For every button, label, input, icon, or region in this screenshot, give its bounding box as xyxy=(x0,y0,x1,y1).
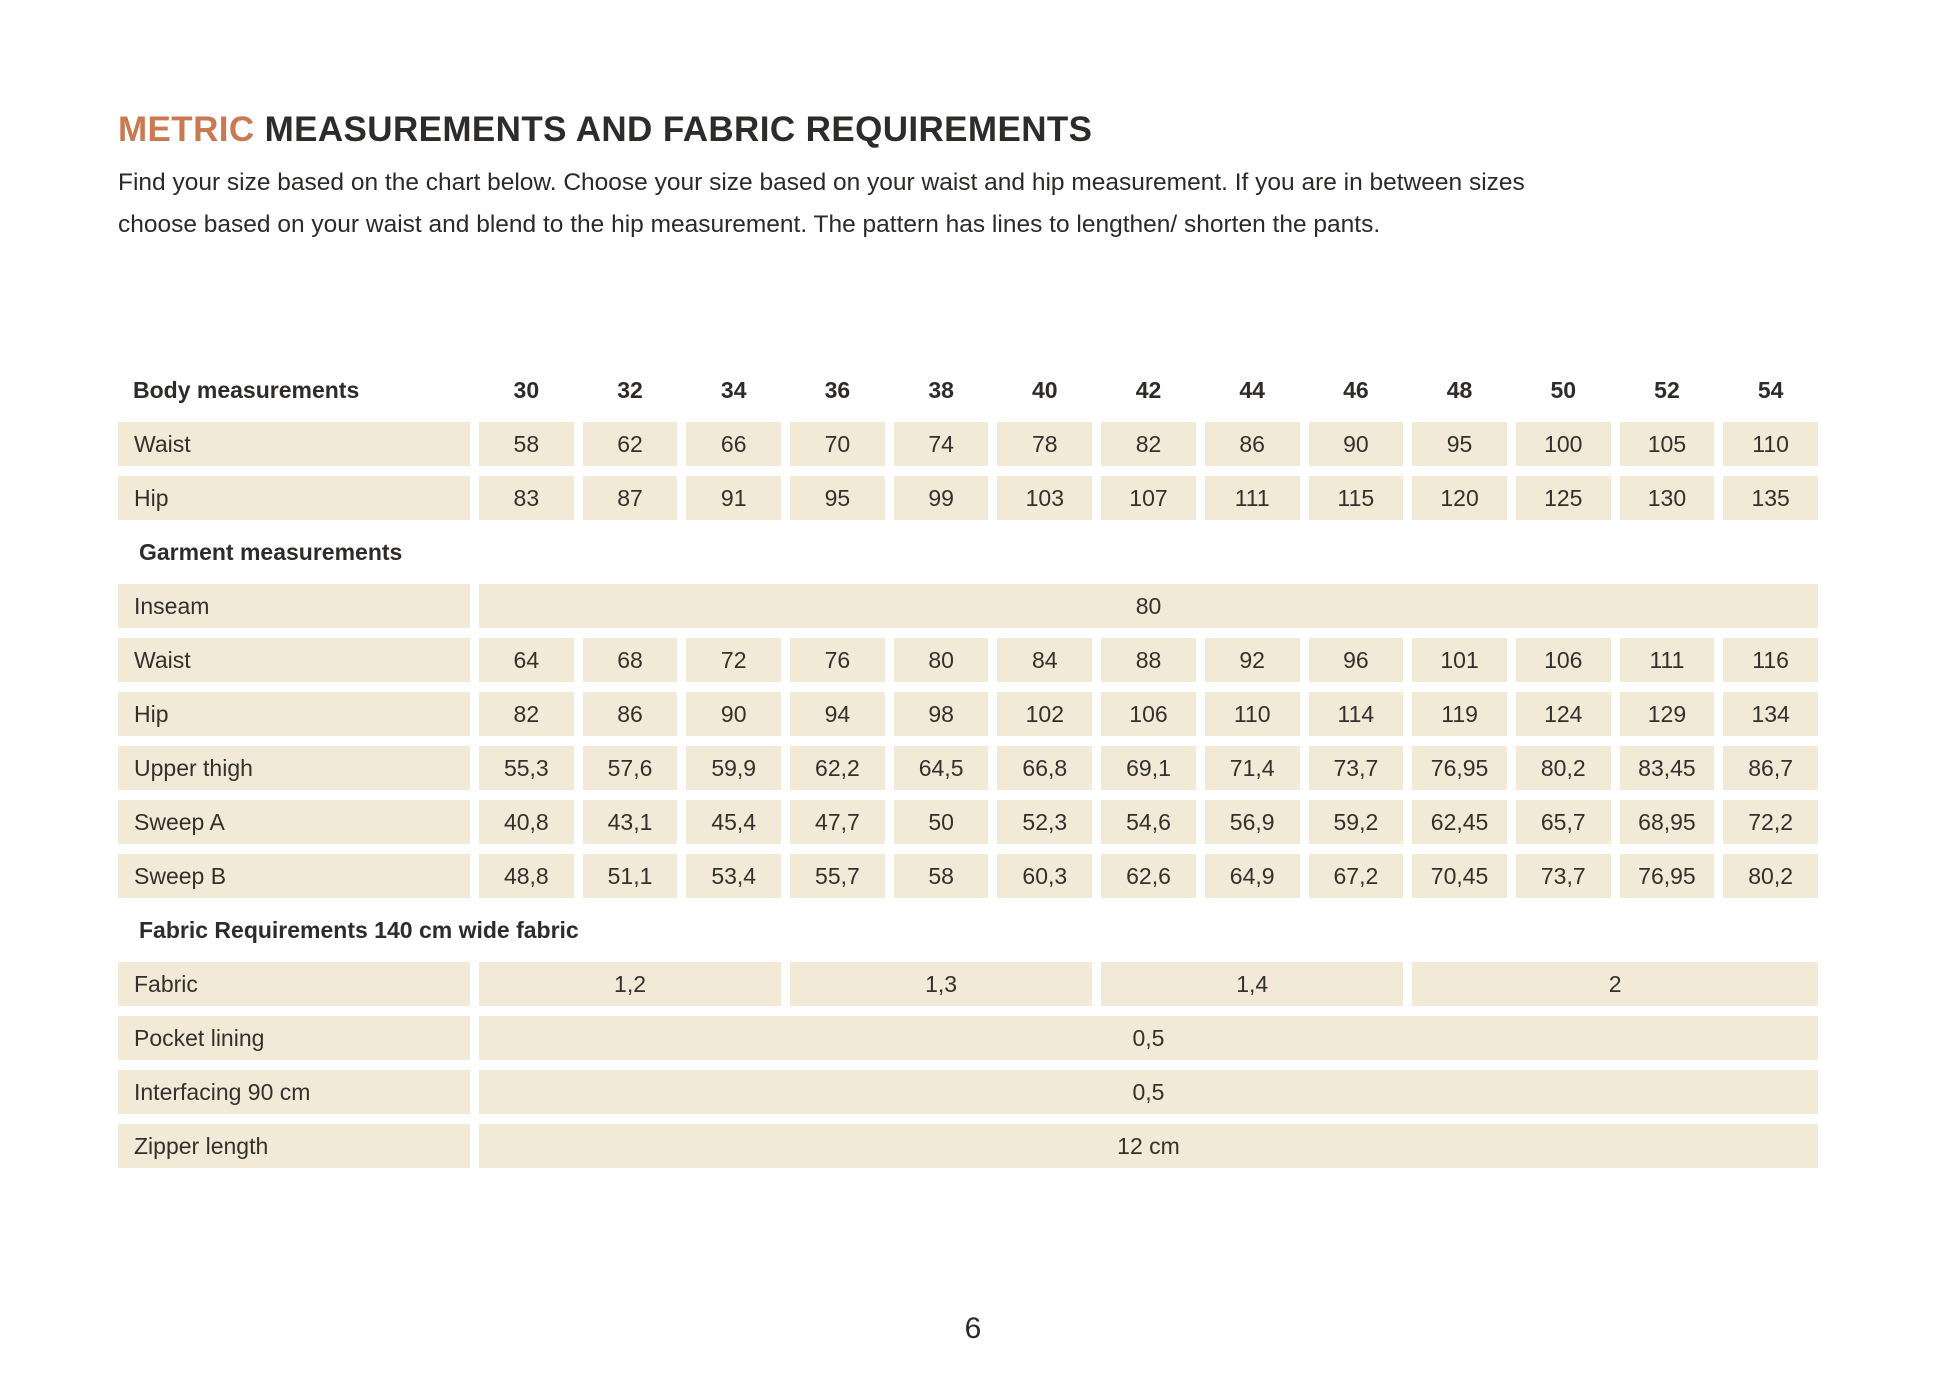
measurement-cell: 66,8 xyxy=(997,746,1092,790)
measurement-cell: 62,2 xyxy=(790,746,885,790)
measurement-cell: 40,8 xyxy=(479,800,574,844)
measurement-cell: 124 xyxy=(1516,692,1611,736)
size-column-header: 42 xyxy=(1135,376,1162,403)
row-label: Upper thigh xyxy=(118,746,470,790)
measurement-cell: 59,9 xyxy=(686,746,781,790)
measurement-cell: 110 xyxy=(1205,692,1300,736)
measurement-cell: 68,95 xyxy=(1620,800,1715,844)
page-title-rest: MEASUREMENTS AND FABRIC REQUIREMENTS xyxy=(264,110,1093,149)
measurement-cell: 45,4 xyxy=(686,800,781,844)
size-column-header: 38 xyxy=(928,376,954,403)
size-column-header: 46 xyxy=(1343,376,1369,403)
measurement-cell: 71,4 xyxy=(1205,746,1300,790)
measurement-cell: 54,6 xyxy=(1101,800,1196,844)
row-label: Hip xyxy=(118,476,470,520)
row-label: Waist xyxy=(118,638,470,682)
measurement-cell: 82 xyxy=(479,692,574,736)
measurement-cell: 110 xyxy=(1723,422,1818,466)
measurement-cell: 102 xyxy=(997,692,1092,736)
measurement-cell: 74 xyxy=(894,422,989,466)
section-header: Fabric Requirements 140 cm wide fabric xyxy=(139,916,579,943)
measurement-cell: 66 xyxy=(686,422,781,466)
measurement-cell: 57,6 xyxy=(583,746,678,790)
intro-paragraph xyxy=(118,162,1818,246)
size-column-header: 40 xyxy=(1032,376,1058,403)
measurement-cell: 135 xyxy=(1723,476,1818,520)
measurement-cell: 64,9 xyxy=(1205,854,1300,898)
fabric-group-cell: 1,3 xyxy=(790,962,1092,1006)
measurement-cell: 51,1 xyxy=(583,854,678,898)
measurement-cell: 70 xyxy=(790,422,885,466)
merged-value-cell: 12 cm xyxy=(479,1124,1818,1168)
row-label: Sweep A xyxy=(118,800,470,844)
measurement-cell: 48,8 xyxy=(479,854,574,898)
measurement-cell: 62 xyxy=(583,422,678,466)
measurement-cell: 78 xyxy=(997,422,1092,466)
measurement-cell: 62,6 xyxy=(1101,854,1196,898)
measurement-cell: 72,2 xyxy=(1723,800,1818,844)
measurement-cell: 59,2 xyxy=(1309,800,1404,844)
fabric-group-cell: 1,4 xyxy=(1101,962,1403,1006)
size-column-header: 36 xyxy=(824,376,851,403)
row-label: Waist xyxy=(118,422,470,466)
measurement-cell: 111 xyxy=(1620,638,1715,682)
row-label: Pocket lining xyxy=(118,1016,470,1060)
measurement-cell: 94 xyxy=(790,692,885,736)
measurement-cell: 73,7 xyxy=(1516,854,1611,898)
measurement-cell: 99 xyxy=(894,476,989,520)
measurement-cell: 55,3 xyxy=(479,746,574,790)
size-chart-table xyxy=(118,368,1818,1168)
measurement-cell: 73,7 xyxy=(1309,746,1404,790)
measurement-cell: 107 xyxy=(1101,476,1196,520)
measurement-cell: 106 xyxy=(1516,638,1611,682)
row-label: Zipper length xyxy=(118,1124,470,1168)
measurement-cell: 58 xyxy=(479,422,574,466)
measurement-cell: 60,3 xyxy=(997,854,1092,898)
merged-value-cell: 80 xyxy=(479,584,1818,628)
measurement-cell: 86 xyxy=(583,692,678,736)
measurement-cell: 129 xyxy=(1620,692,1715,736)
size-column-header: 32 xyxy=(617,376,643,403)
measurement-cell: 96 xyxy=(1309,638,1404,682)
section-header: Garment measurements xyxy=(139,538,403,565)
measurement-cell: 64 xyxy=(479,638,574,682)
measurement-cell: 76,95 xyxy=(1412,746,1507,790)
measurement-cell: 80,2 xyxy=(1516,746,1611,790)
measurement-cell: 67,2 xyxy=(1309,854,1404,898)
size-column-header: 54 xyxy=(1757,376,1784,403)
size-column-header: 34 xyxy=(720,376,747,403)
measurement-cell: 84 xyxy=(997,638,1092,682)
merged-value-cell: 0,5 xyxy=(479,1070,1818,1114)
measurement-cell: 119 xyxy=(1412,692,1507,736)
measurement-cell: 103 xyxy=(997,476,1092,520)
measurement-cell: 83 xyxy=(479,476,574,520)
measurement-cell: 55,7 xyxy=(790,854,885,898)
measurement-cell: 58 xyxy=(894,854,989,898)
measurement-cell: 72 xyxy=(686,638,781,682)
size-column-header: 30 xyxy=(513,376,540,403)
page-title xyxy=(118,110,1818,150)
measurement-cell: 86 xyxy=(1205,422,1300,466)
measurement-cell: 43,1 xyxy=(583,800,678,844)
measurement-cell: 114 xyxy=(1309,692,1404,736)
fabric-group-cell: 1,2 xyxy=(479,962,781,1006)
measurement-cell: 130 xyxy=(1620,476,1715,520)
row-label: Fabric xyxy=(118,962,470,1006)
measurement-cell: 76,95 xyxy=(1620,854,1715,898)
measurement-cell: 88 xyxy=(1101,638,1196,682)
measurement-cell: 56,9 xyxy=(1205,800,1300,844)
measurement-cell: 134 xyxy=(1723,692,1818,736)
measurement-cell: 69,1 xyxy=(1101,746,1196,790)
measurement-cell: 62,45 xyxy=(1412,800,1507,844)
measurement-cell: 52,3 xyxy=(997,800,1092,844)
size-column-header: 50 xyxy=(1550,376,1577,403)
measurement-cell: 125 xyxy=(1516,476,1611,520)
size-column-header: 48 xyxy=(1446,376,1473,403)
measurement-cell: 90 xyxy=(686,692,781,736)
measurement-cell: 68 xyxy=(583,638,678,682)
measurement-cell: 115 xyxy=(1309,476,1404,520)
measurement-cell: 95 xyxy=(790,476,885,520)
measurement-cell: 87 xyxy=(583,476,678,520)
table-header-label: Body measurements xyxy=(133,376,360,403)
page-content xyxy=(118,110,1818,1168)
page-title-accent: METRIC xyxy=(118,110,255,149)
size-column-header: 44 xyxy=(1239,376,1265,403)
intro-line-1: Find your size based on the chart below. Choose your size based on your waist and hip measurement. If you are in between sizes xyxy=(118,169,1525,196)
measurement-cell: 91 xyxy=(686,476,781,520)
merged-value-cell: 0,5 xyxy=(479,1016,1818,1060)
measurement-cell: 70,45 xyxy=(1412,854,1507,898)
measurement-cell: 100 xyxy=(1516,422,1611,466)
row-label: Interfacing 90 cm xyxy=(118,1070,470,1114)
measurement-cell: 106 xyxy=(1101,692,1196,736)
measurement-cell: 82 xyxy=(1101,422,1196,466)
measurement-cell: 120 xyxy=(1412,476,1507,520)
intro-line-2: choose based on your waist and blend to the hip measurement. The pattern has lines to lengthen/ shorten the pants. xyxy=(118,211,1381,238)
measurement-cell: 116 xyxy=(1723,638,1818,682)
measurement-cell: 65,7 xyxy=(1516,800,1611,844)
row-label: Hip xyxy=(118,692,470,736)
measurement-cell: 111 xyxy=(1205,476,1300,520)
measurement-cell: 105 xyxy=(1620,422,1715,466)
measurement-cell: 92 xyxy=(1205,638,1300,682)
measurement-cell: 80,2 xyxy=(1723,854,1818,898)
measurement-cell: 86,7 xyxy=(1723,746,1818,790)
row-label: Sweep B xyxy=(118,854,470,898)
measurement-cell: 98 xyxy=(894,692,989,736)
measurement-cell: 76 xyxy=(790,638,885,682)
measurement-cell: 80 xyxy=(894,638,989,682)
page-number: 6 xyxy=(964,1312,982,1345)
measurement-cell: 83,45 xyxy=(1620,746,1715,790)
fabric-group-cell: 2 xyxy=(1412,962,1818,1006)
size-column-header: 52 xyxy=(1654,376,1680,403)
row-label: Inseam xyxy=(118,584,470,628)
measurement-cell: 47,7 xyxy=(790,800,885,844)
measurement-cell: 53,4 xyxy=(686,854,781,898)
measurement-cell: 64,5 xyxy=(894,746,989,790)
measurement-cell: 101 xyxy=(1412,638,1507,682)
measurement-cell: 50 xyxy=(894,800,989,844)
measurement-cell: 90 xyxy=(1309,422,1404,466)
measurement-cell: 95 xyxy=(1412,422,1507,466)
